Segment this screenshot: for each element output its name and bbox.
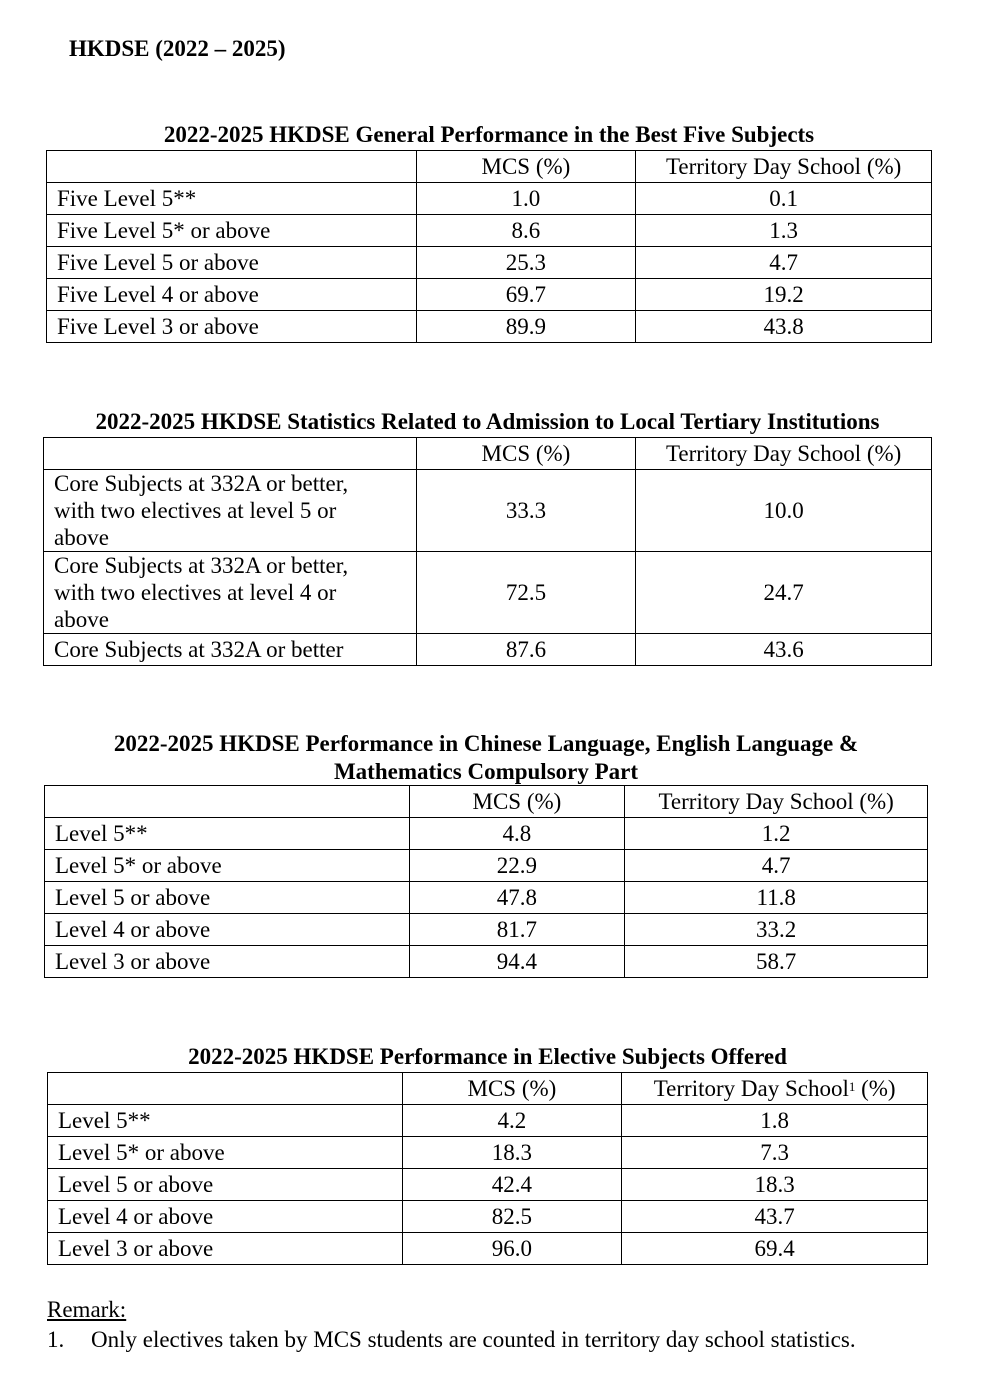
header-territory-text: Territory Day School xyxy=(653,1076,849,1101)
core-subjects-table xyxy=(44,785,928,978)
territory-value: 43.7 xyxy=(622,1201,928,1233)
row-label: Core Subjects at 332A or better, with two electives at level 4 or above xyxy=(44,552,417,634)
remark-number: 1. xyxy=(47,1327,65,1352)
territory-value: 1.3 xyxy=(636,215,932,247)
header-territory: Territory Day School (%) xyxy=(625,786,928,818)
header-empty xyxy=(47,151,417,183)
row-label: Level 3 or above xyxy=(48,1233,403,1265)
territory-value: 18.3 xyxy=(622,1169,928,1201)
table-row xyxy=(45,946,928,978)
row-label: Five Level 5** xyxy=(47,183,417,215)
table-row xyxy=(47,311,932,343)
header-territory-unit: (%) xyxy=(855,1076,896,1101)
territory-value: 11.8 xyxy=(625,882,928,914)
territory-value: 43.8 xyxy=(636,311,932,343)
table-2-title: 2022-2025 HKDSE Statistics Related to Admission to Local Tertiary Institutions xyxy=(95,409,880,434)
row-label: Level 5 or above xyxy=(48,1169,403,1201)
table-4-title: 2022-2025 HKDSE Performance in Elective Subjects Offered xyxy=(188,1044,787,1069)
row-label: Five Level 3 or above xyxy=(47,311,417,343)
header-territory xyxy=(622,1073,928,1105)
header-territory: Territory Day School (%) xyxy=(636,151,932,183)
table-row xyxy=(47,215,932,247)
table-header-row xyxy=(48,1073,928,1105)
territory-value: 69.4 xyxy=(622,1233,928,1265)
header-mcs: MCS (%) xyxy=(416,438,636,470)
row-label: Level 3 or above xyxy=(45,946,410,978)
table-3-title-line2: Mathematics Compulsory Part xyxy=(333,759,639,784)
table-1-title: 2022-2025 HKDSE General Performance in the Best Five Subjects xyxy=(163,122,815,147)
table-3-title-line1: 2022-2025 HKDSE Performance in Chinese Language, English Language & xyxy=(113,731,859,756)
mcs-value: 69.7 xyxy=(416,279,636,311)
table-3-title xyxy=(44,730,928,786)
mcs-value: 81.7 xyxy=(409,914,625,946)
remark-text: Only electives taken by MCS students are counted in territory day school statistics. xyxy=(91,1327,856,1352)
row-label: Level 5 or above xyxy=(45,882,410,914)
row-label: Level 5* or above xyxy=(48,1137,403,1169)
elective-subjects-table xyxy=(47,1072,928,1265)
mcs-value: 47.8 xyxy=(409,882,625,914)
row-label: Core Subjects at 332A or better, with two electives at level 5 or above xyxy=(44,470,417,552)
mcs-value: 4.2 xyxy=(402,1105,622,1137)
row-label: Five Level 4 or above xyxy=(47,279,417,311)
table-row xyxy=(44,552,932,634)
mcs-value: 72.5 xyxy=(416,552,636,634)
territory-value: 10.0 xyxy=(636,470,932,552)
header-empty xyxy=(45,786,410,818)
row-label: Level 5** xyxy=(48,1105,403,1137)
mcs-value: 96.0 xyxy=(402,1233,622,1265)
header-empty xyxy=(44,438,417,470)
table-row xyxy=(45,850,928,882)
admission-table xyxy=(43,437,932,666)
table-row xyxy=(45,914,928,946)
mcs-value: 94.4 xyxy=(409,946,625,978)
row-label: Five Level 5 or above xyxy=(47,247,417,279)
best-five-table xyxy=(46,150,932,343)
row-label: Five Level 5* or above xyxy=(47,215,417,247)
row-label: Level 4 or above xyxy=(45,914,410,946)
row-label: Level 5** xyxy=(45,818,410,850)
table-row xyxy=(44,470,932,552)
table-row xyxy=(44,634,932,666)
mcs-value: 25.3 xyxy=(416,247,636,279)
mcs-value: 18.3 xyxy=(402,1137,622,1169)
header-territory: Territory Day School (%) xyxy=(636,438,932,470)
table-row xyxy=(48,1169,928,1201)
header-mcs: MCS (%) xyxy=(402,1073,622,1105)
territory-value: 1.2 xyxy=(625,818,928,850)
footnote-marker: 1 xyxy=(848,1079,856,1094)
table-row xyxy=(45,818,928,850)
row-label: Level 4 or above xyxy=(48,1201,403,1233)
mcs-value: 82.5 xyxy=(402,1201,622,1233)
territory-value: 1.8 xyxy=(622,1105,928,1137)
mcs-value: 4.8 xyxy=(409,818,625,850)
remark-title: Remark: xyxy=(47,1297,127,1322)
header-empty xyxy=(48,1073,403,1105)
territory-value: 24.7 xyxy=(636,552,932,634)
territory-value: 0.1 xyxy=(636,183,932,215)
row-label: Core Subjects at 332A or better xyxy=(44,634,417,666)
header-mcs: MCS (%) xyxy=(416,151,636,183)
territory-value: 58.7 xyxy=(625,946,928,978)
mcs-value: 89.9 xyxy=(416,311,636,343)
row-label: Level 5* or above xyxy=(45,850,410,882)
territory-value: 7.3 xyxy=(622,1137,928,1169)
header-mcs: MCS (%) xyxy=(409,786,625,818)
table-row xyxy=(47,183,932,215)
table-header-row xyxy=(44,438,932,470)
mcs-value: 42.4 xyxy=(402,1169,622,1201)
territory-value: 43.6 xyxy=(636,634,932,666)
table-row xyxy=(48,1233,928,1265)
table-row xyxy=(47,247,932,279)
mcs-value: 87.6 xyxy=(416,634,636,666)
page-title: HKDSE (2022 – 2025) xyxy=(69,36,286,61)
table-header-row xyxy=(47,151,932,183)
territory-value: 33.2 xyxy=(625,914,928,946)
mcs-value: 8.6 xyxy=(416,215,636,247)
table-header-row xyxy=(45,786,928,818)
table-row xyxy=(45,882,928,914)
table-row xyxy=(48,1105,928,1137)
mcs-value: 33.3 xyxy=(416,470,636,552)
mcs-value: 1.0 xyxy=(416,183,636,215)
table-row xyxy=(47,279,932,311)
remark-item xyxy=(47,1327,856,1353)
territory-value: 19.2 xyxy=(636,279,932,311)
table-row xyxy=(48,1137,928,1169)
mcs-value: 22.9 xyxy=(409,850,625,882)
table-row xyxy=(48,1201,928,1233)
territory-value: 4.7 xyxy=(636,247,932,279)
territory-value: 4.7 xyxy=(625,850,928,882)
